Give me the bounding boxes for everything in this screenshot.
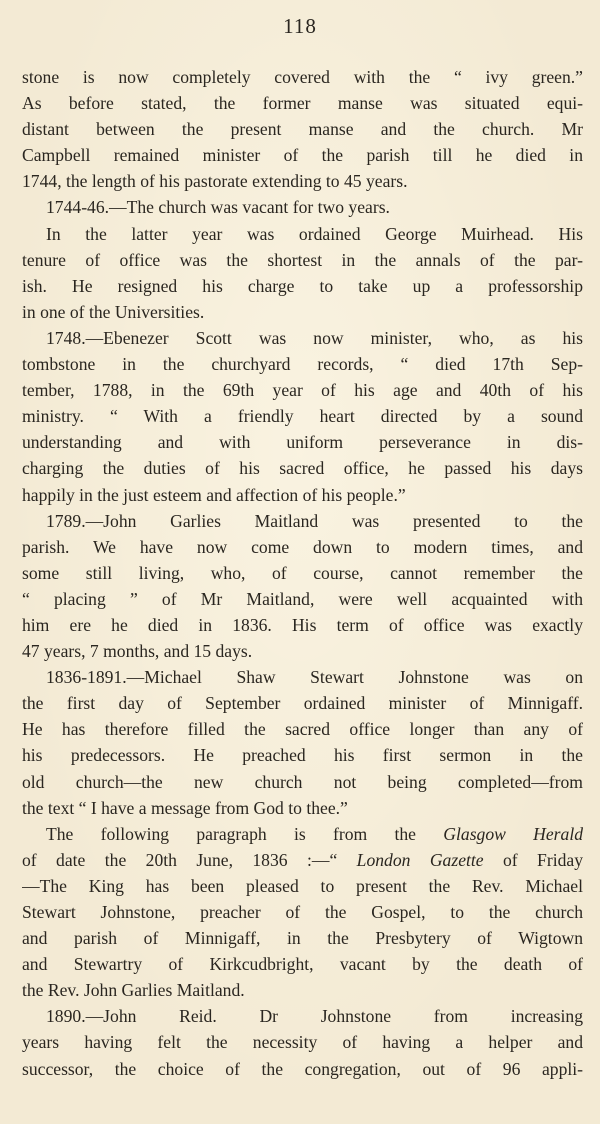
line-text: —The King has been pleased to present the Rev. Michael <box>22 875 583 896</box>
line-text: 1890.—John Reid. Dr Johnstone from increasing <box>46 1006 583 1027</box>
line-text: understanding and with uniform perseverance in dis- <box>22 432 583 453</box>
line-text: and Stewartry of Kirkcudbright, vacant by the death of <box>22 954 583 975</box>
line-text: 47 years, 7 months, and 15 days. <box>22 641 253 662</box>
text-line <box>22 977 583 1003</box>
line-text: The following paragraph is from the <box>46 823 416 844</box>
text-line <box>22 847 583 873</box>
line-text: Campbell remained minister of the parish till he died in <box>22 145 583 166</box>
text-line <box>22 1056 583 1082</box>
text-line <box>22 534 583 560</box>
line-text: He has therefore filled the sacred office longer than any of <box>22 719 583 740</box>
line-text: As before stated, the former manse was situated equi- <box>22 93 583 114</box>
line-text: successor, the choice of the congregation, out of 96 appli- <box>22 1058 583 1079</box>
line-text: 1789.—John Garlies Maitland was presented to the <box>46 510 583 531</box>
line-text: 1836-1891.—Michael Shaw Stewart Johnstone was on <box>46 667 583 688</box>
line-text: 1744-46.—The church was vacant for two years. <box>46 197 390 218</box>
line-text: stone is now completely covered with the “ ivy green.” <box>22 67 583 87</box>
line-text: tombstone in the churchyard records, “ died 17th Sep- <box>22 354 583 375</box>
line-text: In the latter year was ordained George Muirhead. His <box>46 223 583 244</box>
line-text: the Rev. John Garlies Maitland. <box>22 980 245 1001</box>
line-text: ish. He resigned his charge to take up a professorship <box>22 275 583 296</box>
line-text: parish. We have now come down to modern times, and <box>22 536 583 557</box>
text-line <box>22 168 583 194</box>
text-line <box>22 64 583 90</box>
text-line <box>22 142 583 168</box>
line-text: years having felt the necessity of having a helper and <box>22 1032 583 1053</box>
text-line <box>22 508 583 534</box>
text-line <box>22 116 583 142</box>
line-text: some still living, who, of course, cannot remember the <box>22 562 583 583</box>
text-line <box>22 194 583 220</box>
text-line <box>22 612 583 638</box>
text-line <box>22 664 583 690</box>
line-text: ministry. “ With a friendly heart directed by a sound <box>22 406 583 427</box>
line-text: “ placing ” of Mr Maitland, were well acquainted with <box>22 588 583 609</box>
line-text: tenure of office was the shortest in the annals of the par- <box>22 249 583 270</box>
text-line <box>22 429 583 455</box>
text-line <box>22 299 583 325</box>
text-line <box>22 247 583 273</box>
line-text: old church—the new church not being completed—from <box>22 771 583 792</box>
text-line <box>22 742 583 768</box>
text-line <box>22 455 583 481</box>
line-text: happily in the just esteem and affection of his people.” <box>22 484 406 505</box>
text-line <box>22 795 583 821</box>
line-text-after: of Friday <box>503 849 583 870</box>
line-text: of date the 20th June, 1836 :—“ <box>22 849 338 870</box>
line-text: tember, 1788, in the 69th year of his age and 40th of his <box>22 380 583 401</box>
text-line <box>22 769 583 795</box>
text-line <box>22 925 583 951</box>
line-text: distant between the present manse and the church. Mr <box>22 119 583 140</box>
text-line <box>22 951 583 977</box>
text-line <box>22 1003 583 1029</box>
line-text: the first day of September ordained minister of Minnigaff. <box>22 693 583 714</box>
italic-title: London Gazette <box>356 849 484 870</box>
line-text: him ere he died in 1836. His term of office was exactly <box>22 614 583 635</box>
line-text: and parish of Minnigaff, in the Presbytery of Wigtown <box>22 928 583 949</box>
text-line <box>22 716 583 742</box>
text-line <box>22 560 583 586</box>
text-line <box>22 403 583 429</box>
text-line <box>22 221 583 247</box>
page-number: 118 <box>283 14 317 38</box>
text-line <box>22 273 583 299</box>
line-text: the text “ I have a message from God to thee.” <box>22 797 348 818</box>
text-line <box>22 351 583 377</box>
line-text: 1744, the length of his pastorate extending to 45 years. <box>22 171 408 192</box>
text-line <box>22 325 583 351</box>
body-text <box>22 64 583 1082</box>
text-line <box>22 1029 583 1055</box>
line-text: his predecessors. He preached his first sermon in the <box>22 745 583 766</box>
text-line <box>22 586 583 612</box>
italic-title: Glasgow Herald <box>443 823 583 844</box>
line-text: in one of the Universities. <box>22 301 205 322</box>
text-line <box>22 821 583 847</box>
text-line <box>22 899 583 925</box>
text-line <box>22 482 583 508</box>
line-text: 1748.—Ebenezer Scott was now minister, who, as his <box>46 327 583 348</box>
line-text: Stewart Johnstone, preacher of the Gospel, to the church <box>22 902 583 922</box>
line-text: charging the duties of his sacred office, he passed his days <box>22 458 583 479</box>
text-line <box>22 90 583 116</box>
text-line <box>22 638 583 664</box>
text-line <box>22 873 583 899</box>
text-line <box>22 690 583 716</box>
text-line <box>22 377 583 403</box>
